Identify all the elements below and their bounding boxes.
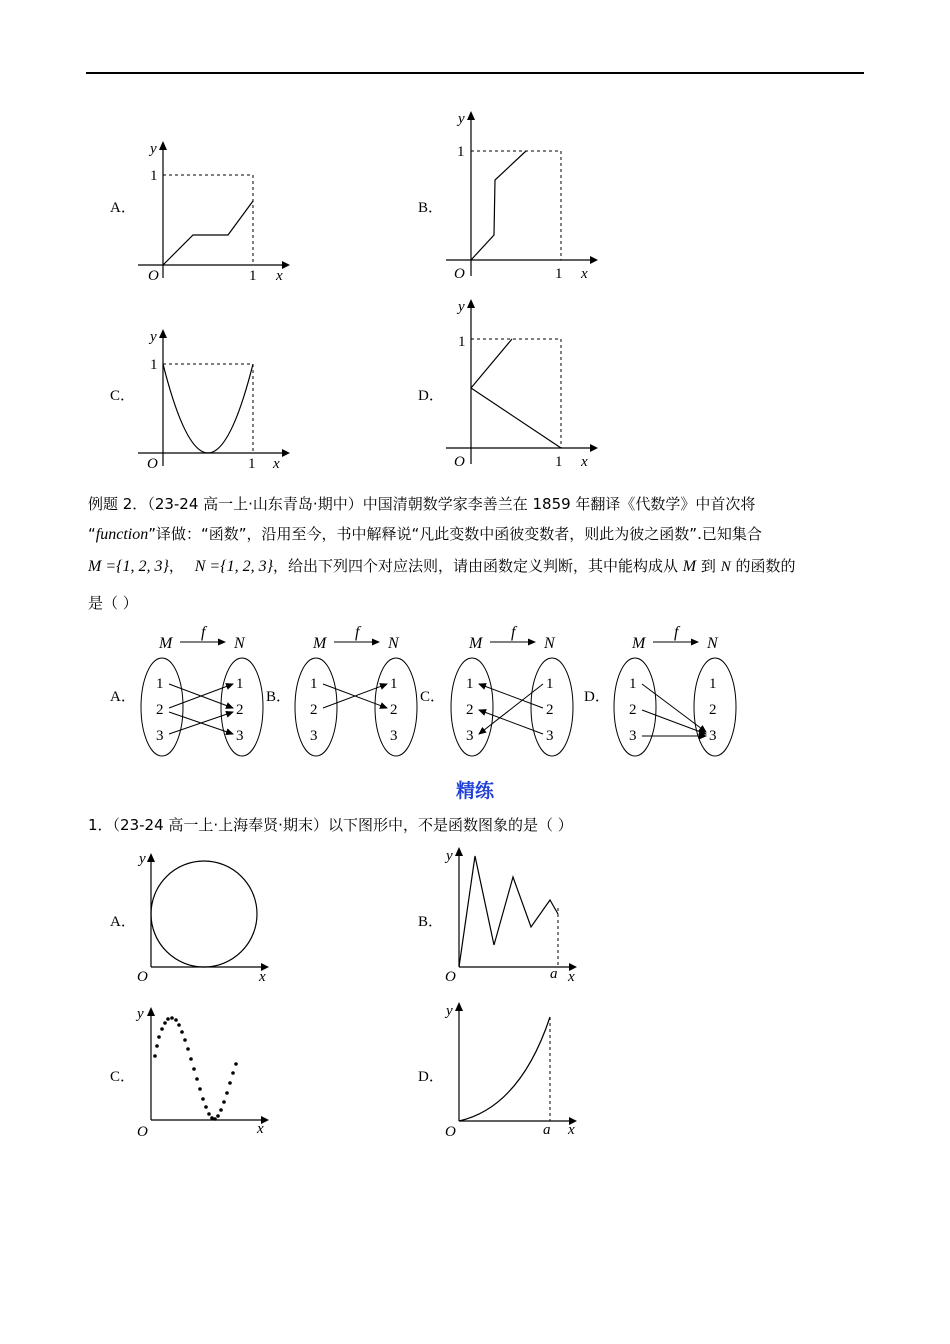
svg-text:y: y: [446, 1003, 453, 1019]
graph-c: [130, 326, 290, 476]
example2-line2: “function”译做：“函数”，沿用至今，书中解释说“凡此变数中函彼变数者，则此为彼之函数”.已知集合: [88, 525, 762, 543]
svg-text:x: x: [259, 969, 266, 985]
mapping-b: [289, 620, 424, 765]
example2-line4: 是（ ）: [88, 594, 138, 612]
svg-text:M: M: [159, 635, 173, 652]
svg-text:y: y: [458, 111, 465, 127]
svg-text:3: 3: [390, 728, 398, 744]
svg-text:3: 3: [310, 728, 318, 744]
svg-text:3: 3: [629, 728, 637, 744]
svg-text:M: M: [632, 635, 646, 652]
set-n: N ={1, 2, 3}: [194, 558, 273, 575]
section-title: 精练: [455, 780, 494, 802]
y-axis-label: y: [150, 141, 157, 157]
svg-text:1: 1: [150, 357, 158, 373]
svg-text:N: N: [234, 635, 245, 652]
svg-text:1: 1: [466, 676, 474, 692]
option-d-label: D．: [418, 388, 444, 404]
q1-option-c-label: C．: [110, 1069, 136, 1085]
svg-text:1: 1: [390, 676, 398, 692]
q1-graph-a: [135, 848, 280, 988]
svg-text:3: 3: [709, 728, 717, 744]
svg-text:2: 2: [390, 702, 398, 718]
example2-text2: ”译做：“函数”，沿用至今，书中解释说“凡此变数中函彼变数者，则此为彼之函数”.已知集合: [148, 525, 762, 543]
svg-text:M: M: [313, 635, 327, 652]
example2-label: 例题 2．: [88, 495, 148, 513]
svg-text:x: x: [568, 969, 575, 985]
set-m: M ={1, 2, 3}: [88, 558, 169, 575]
example2-source: （23-24 高一上·山东青岛·期中）: [147, 495, 363, 513]
function-word: function: [95, 526, 149, 543]
svg-text:1: 1: [310, 676, 318, 692]
svg-text:f: f: [511, 624, 516, 641]
svg-text:2: 2: [236, 702, 244, 718]
svg-text:O: O: [137, 1124, 148, 1140]
mapping-c-label: C．: [420, 689, 446, 705]
svg-text:1: 1: [546, 676, 554, 692]
svg-text:3: 3: [466, 728, 474, 744]
svg-text:y: y: [137, 1006, 144, 1022]
graph-a: [130, 138, 290, 288]
example2-text3b: 的函数的: [735, 557, 796, 575]
svg-text:O: O: [454, 266, 465, 282]
y-one-label: 1: [150, 168, 158, 184]
option-a-label: A．: [110, 200, 136, 216]
svg-text:f: f: [674, 624, 679, 641]
svg-text:M: M: [469, 635, 483, 652]
question1-number: 1．: [88, 816, 113, 834]
svg-text:O: O: [147, 456, 158, 472]
svg-text:x: x: [568, 1122, 575, 1138]
svg-text:a: a: [543, 1122, 551, 1138]
svg-text:1: 1: [458, 334, 466, 350]
header-rule: [86, 72, 864, 74]
option-b-label: B．: [418, 200, 444, 216]
mapping-a-label: A．: [110, 689, 136, 705]
svg-text:2: 2: [466, 702, 474, 718]
option-c-label: C．: [110, 388, 136, 404]
svg-text:x: x: [257, 1121, 264, 1137]
svg-text:3: 3: [546, 728, 554, 744]
svg-text:1: 1: [629, 676, 637, 692]
svg-text:O: O: [445, 969, 456, 985]
svg-text:y: y: [139, 851, 146, 867]
question1-line: [88, 814, 573, 835]
svg-text:a: a: [550, 966, 558, 982]
mapping-d-label: D．: [584, 689, 610, 705]
q1-option-b-label: B．: [418, 914, 444, 930]
example2-text1: 中国清朝数学家李善兰在 1859 年翻译《代数学》中首次将: [362, 495, 756, 513]
svg-text:N: N: [707, 635, 718, 652]
svg-text:2: 2: [709, 702, 717, 718]
q1-graph-d: [440, 997, 585, 1143]
origin-label: O: [148, 268, 159, 284]
svg-text:1: 1: [457, 144, 465, 160]
question1-source: （23-24 高一上·上海奉贤·期末）: [112, 816, 328, 834]
mapping-a: [135, 620, 270, 765]
svg-text:1: 1: [555, 454, 563, 470]
q1-option-a-label: A．: [110, 914, 136, 930]
svg-text:1: 1: [709, 676, 717, 692]
svg-text:2: 2: [156, 702, 164, 718]
mapping-c: [445, 620, 580, 765]
svg-text:f: f: [355, 624, 360, 641]
svg-text:3: 3: [236, 728, 244, 744]
svg-text:x: x: [581, 454, 588, 470]
x-axis-label: x: [276, 268, 283, 284]
x-one-label: 1: [249, 268, 257, 284]
example2-text3a: ，给出下列四个对应法则，请由函数定义判断，其中能构成从: [272, 557, 678, 575]
question1-text: 以下图形中，不是函数图象的是（ ）: [327, 816, 573, 834]
q1-option-d-label: D．: [418, 1069, 444, 1085]
graph-d: [438, 296, 598, 476]
svg-text:y: y: [458, 299, 465, 315]
svg-text:2: 2: [629, 702, 637, 718]
svg-text:N: N: [544, 635, 555, 652]
svg-text:3: 3: [156, 728, 164, 744]
mapping-d: [608, 620, 743, 765]
svg-text:N: N: [388, 635, 399, 652]
example2-line3: M ={1, 2, 3}， N ={1, 2, 3}，给出下列四个对应法则，请由函数定义判断，其中能构成从 M 到 N 的函数的: [88, 557, 796, 575]
svg-text:O: O: [454, 454, 465, 470]
q1-graph-c: [135, 1002, 280, 1142]
svg-text:1: 1: [236, 676, 244, 692]
q1-graph-b: [440, 842, 585, 988]
svg-text:1: 1: [156, 676, 164, 692]
svg-text:x: x: [273, 456, 280, 472]
svg-text:O: O: [137, 969, 148, 985]
svg-text:y: y: [446, 848, 453, 864]
svg-text:1: 1: [555, 266, 563, 282]
svg-text:f: f: [201, 624, 206, 641]
mapping-b-label: B．: [266, 689, 292, 705]
example2-line1: [88, 493, 755, 514]
svg-text:x: x: [581, 266, 588, 282]
svg-text:2: 2: [310, 702, 318, 718]
svg-text:1: 1: [248, 456, 256, 472]
svg-text:O: O: [445, 1124, 456, 1140]
svg-text:y: y: [150, 329, 157, 345]
graph-b: [438, 108, 598, 288]
svg-text:2: 2: [546, 702, 554, 718]
